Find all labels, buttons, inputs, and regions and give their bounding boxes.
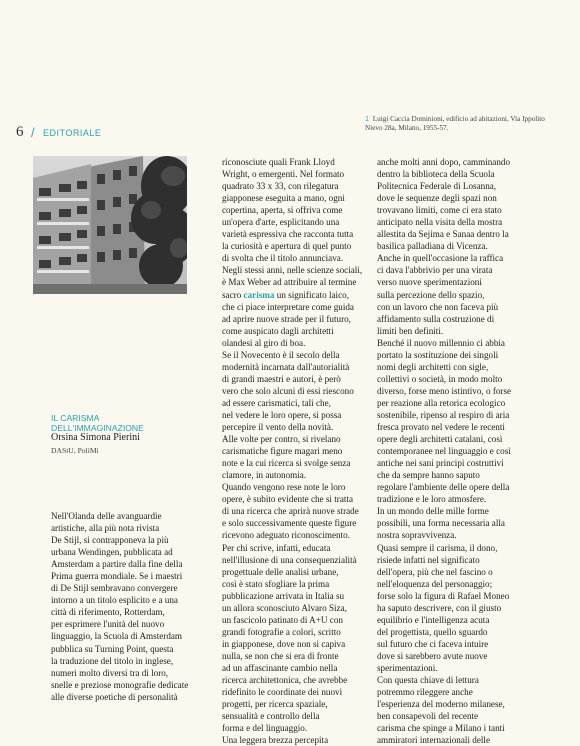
footnote-mark: 1: [365, 114, 369, 123]
article-title-line-2: DELL'IMMAGINAZIONE: [51, 423, 144, 433]
footnote: [365, 114, 555, 134]
section-slash: /: [31, 125, 35, 140]
page-number: 6: [16, 124, 24, 140]
building-photo: [33, 156, 187, 294]
building-photo-icon: [33, 156, 187, 294]
section-label: EDITORIALE: [43, 128, 102, 138]
text-column-1: Nell'Olanda delle avanguardie artistiche, alla più nota rivista De Stijl, si contrapponeva la più urbana Wendingen, pubblicata ad Amsterdam a partire dalla fine della Prima guerra mondiale. Se i maestri di De Stijl sembravano convergere intorno a un titolo esplicito e a una città di riferimento, Rotterdam, per esprimere l'unità del nuovo linguaggio, la Scuola di Amsterdam pubblica su Turning Point, questa la traduzione del titolo in inglese, numeri molto diversi tra di loro, snelle e preziose monografie dedicate alle diverse poetiche di personalità: [51, 511, 189, 702]
text-column-3: anche molti anni dopo, camminando dentro la biblioteca della Scuola Politecnica Federale di Losanna, dove le sequenze degli spazi non trovavano limiti, come ci era stato anticipato nella visita della mostra allestita da Sejima e Sanaa dentro la basilica palladiana di Vicenza. Anche in quell'occasione la raffica ci dava l'abbrivio per una virata verso nuove sperimentazioni sulla percezione dello spazio, con un lavoro che non faceva più affidamento sulla costruzione di limiti ben definiti. Benché il nuovo millennio ci abbia portato la sostituzione dei singoli nomi degli architetti con sigle, collettivi o società, in modo molto diverso, forse meno istintivo, o forse per reazione alla retorica ecologico sostenibile, ripenso al respiro di aria fresca provato nel vedere le recenti opere degli architetti catalani, così contemporanee nel linguaggio e così antiche nei sani principi costruttivi che da sempre hanno saputo regolare l'ambiente delle opere della tradizione e le loro atmosfere. In un mondo delle mille forme possibili, una forma necessaria alla nostra sopravvivenza. Quasi sempre il carisma, il dono, risiede infatti nel significato dell'opera, più che nel fascino o nell'eloquenza del personaggio; forse solo la figura di Rafael Moneo ha saputo descrivere, con il giusto equilibrio e l'intelligenza acuta del progettista, quello sguardo sul futuro che ci faceva intuire dove si sarebbero avute nuove sperimentazioni. Con questa chiave di lettura potremmo rileggere anche l'esperienza del moderno milanese, ben consapevoli del recente carisma che spinge a Milano i tanti ammiratori internazionali delle: [377, 157, 512, 746]
highlighted-term: carisma: [243, 289, 275, 300]
text-column-2: [222, 156, 364, 746]
article-title: [51, 413, 144, 433]
footnote-text: Luigi Caccia Dominioni, edificio ad abitazioni, Via Ippolito Nievo 28a, Milano, 1955-57.: [365, 115, 545, 133]
text-column-2-part-a: riconosciute quali Frank Lloyd Wright, o emergenti. Nel formato quadrato 33 x 33, con rilegatura giapponese eseguita a mano, ogni copertina, aperta, si offriva come un'opera d'arte, esplicitando una varietà espressiva che racconta tutta la curiosità e apertura di quel punto di svolta che il titolo annunciava. Negli stessi anni, nelle scienze sociali, è Max Weber ad attribuire al termine sacro: [222, 157, 363, 300]
text-column-2-part-b: un significato laico, che ci piace interpretare come guida ad aprire nuove strade per il futuro, come auspicato dagli architetti olandesi al giro di boa. Se il Novecento è il secolo della modernità incarnata dall'autorialità di grandi maestri e autori, è però vero che solo alcuni di essi riescono ad essere carismatici, tali che, nel vedere le loro opere, si possa percepire il vento della novità. Alle volte per contro, si rivelano carismatiche figure magari meno note e la cui ricerca si svolge senza clamore, in autonomia. Quando vengono rese note le loro opere, è subito evidente che si tratta di una ricerca che aprirà nuove strade e solo successivamente queste figure ricevono adeguato riconoscimento. Per chi scrive, infatti, educata nell'illusione di una consequenzialità progettuale delle analisi urbane, così è stato sfogliare la prima pubblicazione arrivata in Italia su un allora sconosciuto Alvaro Siza, un fascicolo patinato di A+U con grandi fotografie a colori, scritto in giapponese, dove non si capiva nulla, se non che si era di fronte ad un affascinante cambio nella ricerca architettonica, che avrebbe ridefinito le coordinate dei nuovi progetti, per ricerca spaziale, sensualità e controllo della forma e del linguaggio. Una leggera brezza percepita: [222, 289, 359, 746]
article-title-line-1: IL CARISMA: [51, 413, 100, 423]
author-affiliation: DAStU, PoliMi: [51, 446, 99, 455]
article-author: Orsina Simona Pierini: [51, 432, 140, 443]
